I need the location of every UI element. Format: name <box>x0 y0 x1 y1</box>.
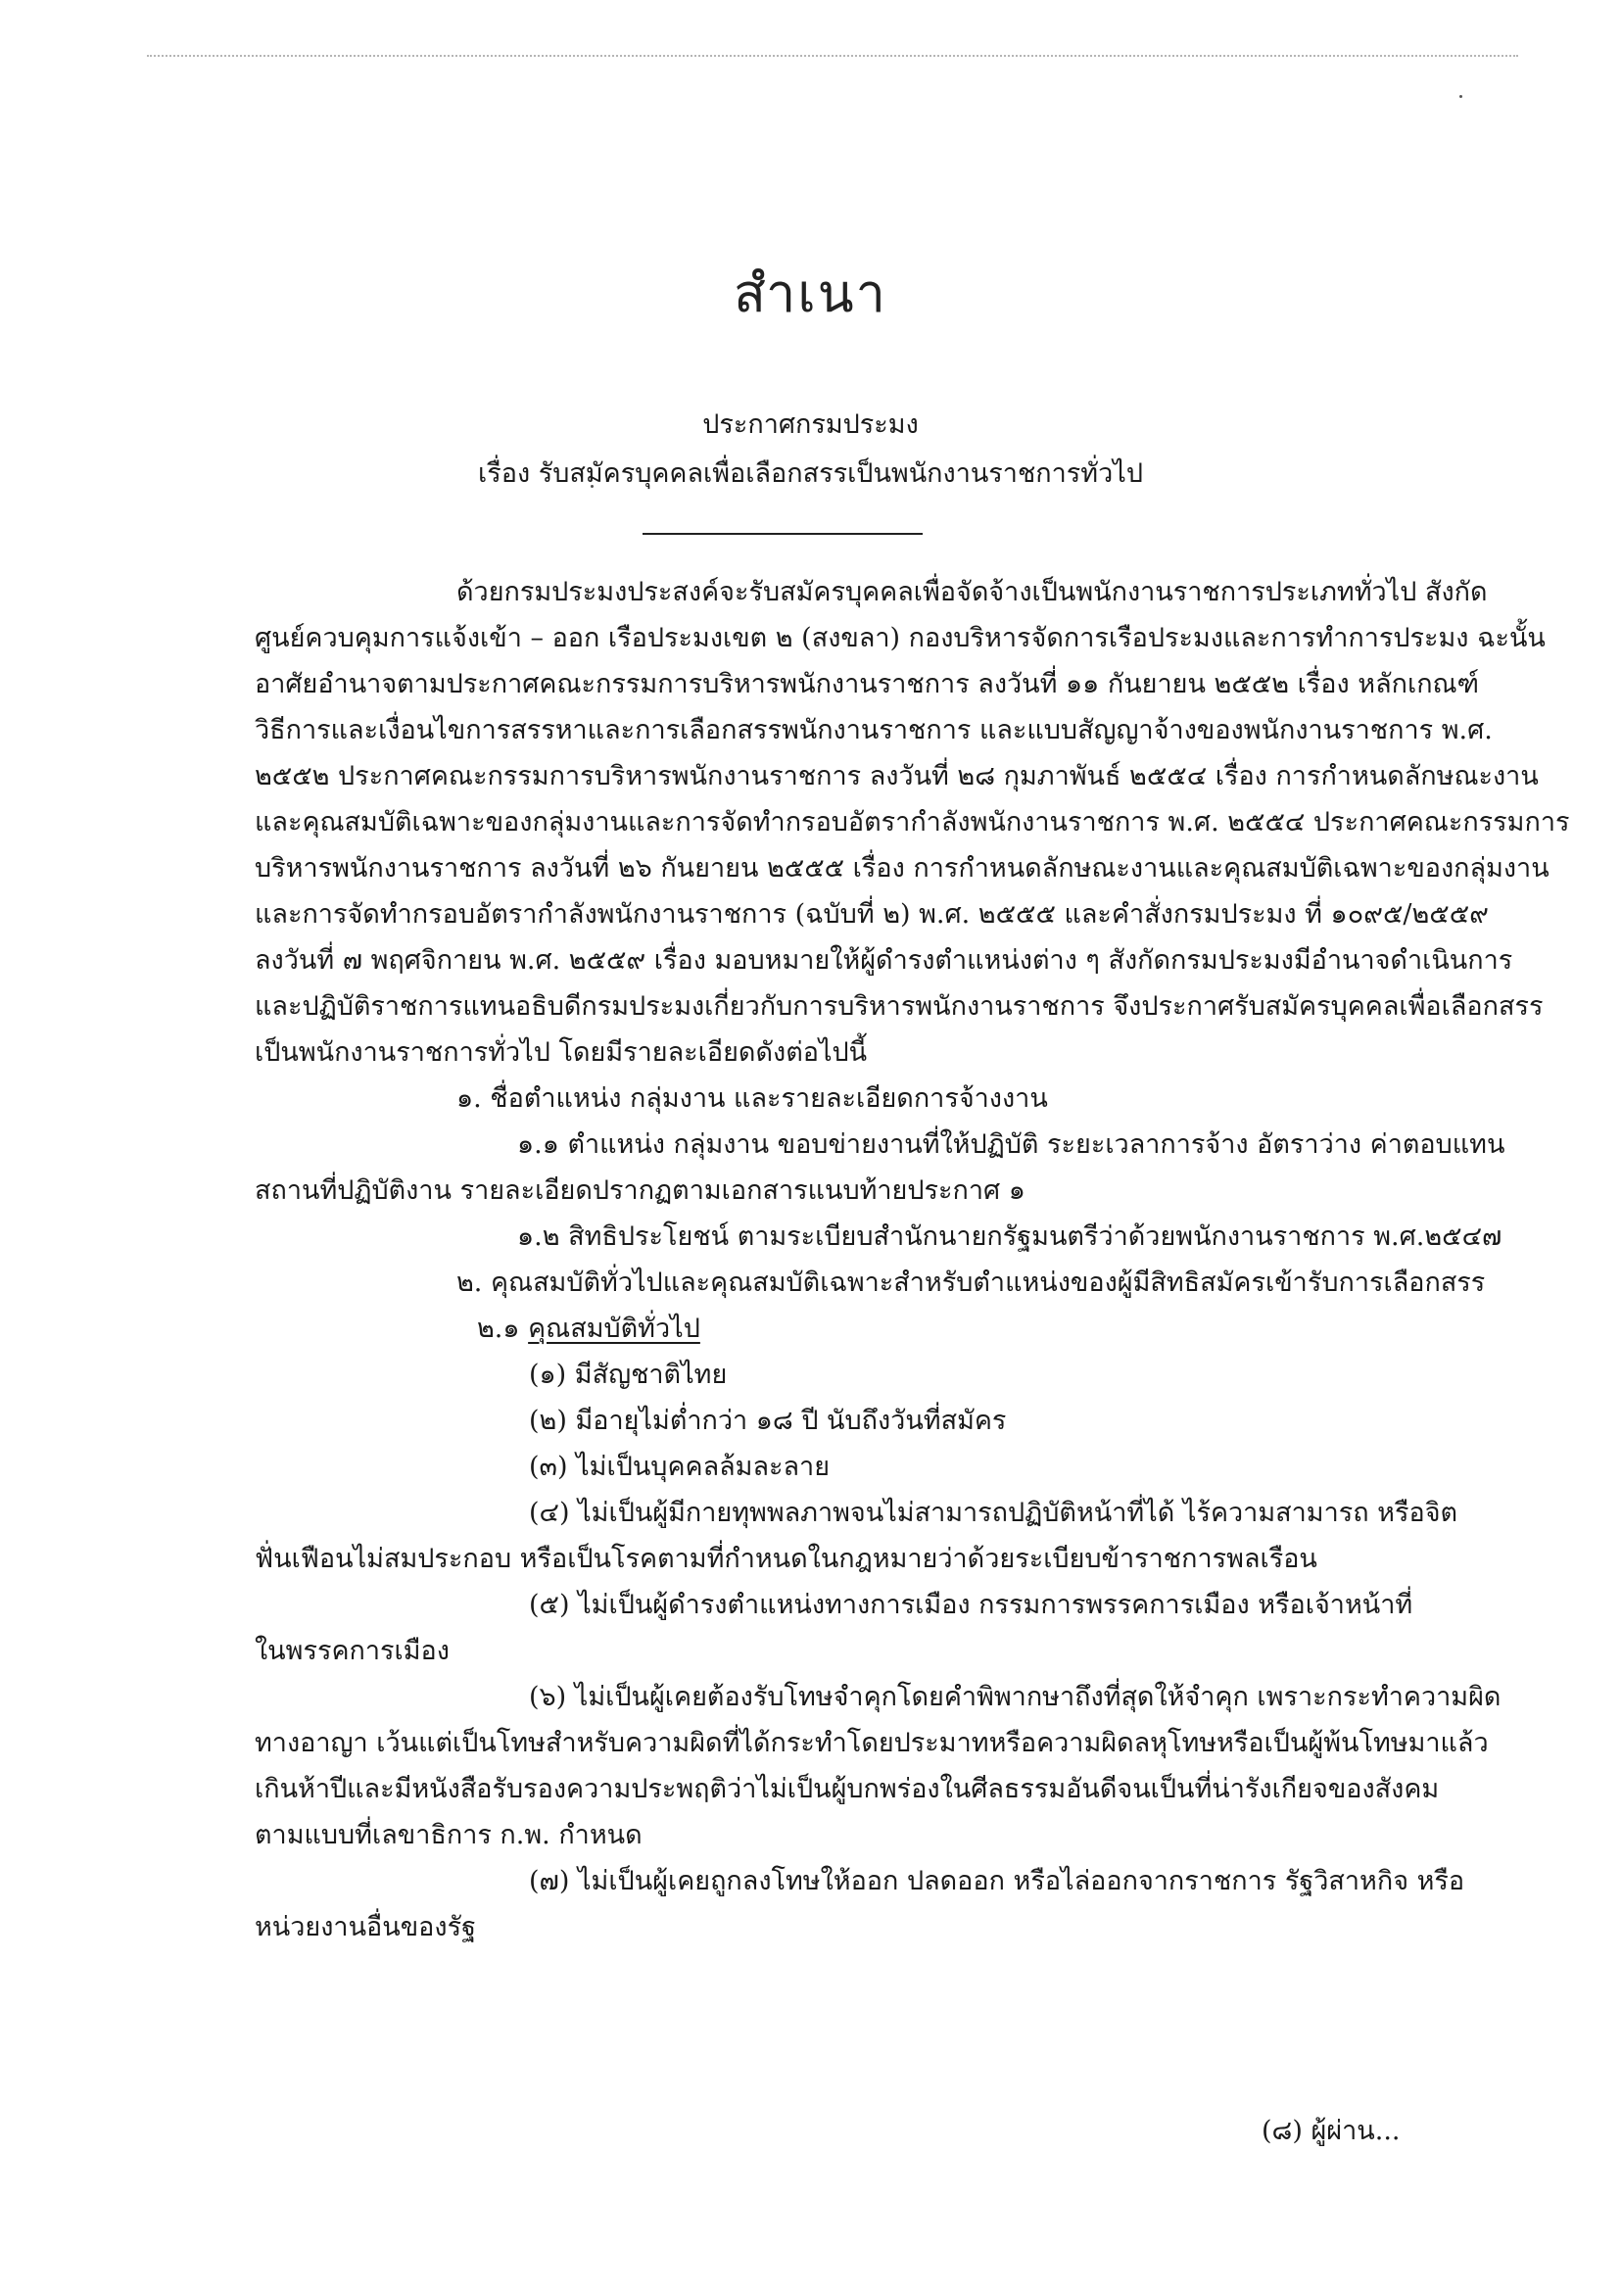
announcement-title: ประกาศกรมประมง <box>702 409 919 440</box>
section-1-1-line: ๑.๑ ตำแหน่ง กลุ่มงาน ขอบข่ายงานที่ให้ปฏิบัติ ระยะเวลาการจ้าง อัตราว่าง ค่าตอบแทน <box>517 1129 1505 1160</box>
intro-line: อาศัยอำนาจตามประกาศคณะกรรมการบริหารพนักงานราชการ ลงวันที่ ๑๑ กันยายน ๒๕๕๒ เรื่อง หลักเกณฑ์ <box>255 669 1480 699</box>
qualification-item: (๒) มีอายุไม่ต่ำกว่า ๑๘ ปี นับถึงวันที่สมัคร <box>529 1406 1007 1436</box>
intro-line: วิธีการและเงื่อนไขการสรรหาและการเลือกสรรพนักงานราชการ และแบบสัญญาจ้างของพนักงานราชการ พ.ศ. <box>255 715 1493 745</box>
copy-label: สำเนา <box>734 263 887 324</box>
qualification-item: (๓) ไม่เป็นบุคคลล้มละลาย <box>529 1452 831 1482</box>
qualification-item: (๖) ไม่เป็นผู้เคยต้องรับโทษจำคุกโดยคำพิพากษาถึงที่สุดให้จำคุก เพราะกระทำความผิด <box>529 1682 1502 1712</box>
qualification-item: (๔) ไม่เป็นผู้มีกายทุพพลภาพจนไม่สามารถปฏิบัติหน้าที่ได้ ไร้ความสามารถ หรือจิต <box>529 1498 1458 1528</box>
intro-line: ศูนย์ควบคุมการแจ้งเข้า – ออก เรือประมงเขต ๒ (สงขลา) กองบริหารจัดการเรือประมงและการทำการประมง ฉะนั้น <box>255 623 1546 653</box>
intro-line: และคุณสมบัติเฉพาะของกลุ่มงานและการจัดทำกรอบอัตรากำลังพนักงานราชการ พ.ศ. ๒๕๕๔ ประกาศคณะกรรมการ <box>255 807 1570 837</box>
qualification-item-cont: ทางอาญา เว้นแต่เป็นโทษสำหรับความผิดที่ได้กระทำโดยประมาทหรือความผิดลหุโทษหรือเป็นผู้พ้นโทษมาแล้ว <box>255 1728 1489 1758</box>
qualification-item-cont: หน่วยงานอื่นของรัฐ <box>255 1912 476 1942</box>
section-1-2: ๑.๒ สิทธิประโยชน์ ตามระเบียบสำนักนายกรัฐมนตรีว่าด้วยพนักงานราชการ พ.ศ.๒๕๔๗ <box>517 1221 1502 1252</box>
intro-line: และการจัดทำกรอบอัตรากำลังพนักงานราชการ (ฉบับที่ ๒) พ.ศ. ๒๕๕๕ และคำสั่งกรมประมง ที่ ๑๐๙๕/๒๕๕๙ <box>255 899 1489 930</box>
section-2-title: ๒. คุณสมบัติทั่วไปและคุณสมบัติเฉพาะสำหรับตำแหน่งของผู้มีสิทธิสมัครเข้ารับการเลือกสรร <box>456 1268 1486 1298</box>
scan-speck <box>1459 95 1462 98</box>
intro-line: ด้วยกรมประมงประสงค์จะรับสมัครบุคคลเพื่อจัดจ้างเป็นพนักงานราชการประเภททั่วไป สังกัด <box>456 577 1488 607</box>
qualification-item-cont: เกินห้าปีและมีหนังสือรับรองความประพฤติว่าไม่เป็นผู้บกพร่องในศีลธรรมอันดีจนเป็นที่น่ารังเกียจของสังคม <box>255 1774 1440 1804</box>
section-2-1-heading <box>477 1307 700 1352</box>
heading-divider <box>643 533 923 535</box>
section-1-1-line: สถานที่ปฏิบัติงาน รายละเอียดปรากฏตามเอกสารแนบท้ายประกาศ ๑ <box>255 1175 1025 1206</box>
scan-edge-dots <box>147 55 1518 57</box>
continuation-marker: (๘) ผู้ผ่าน... <box>1262 2116 1401 2146</box>
section-2-1-title: คุณสมบัติทั่วไป <box>528 1314 700 1344</box>
section-1-title: ๑. ชื่อตำแหน่ง กลุ่มงาน และรายละเอียดการจ้างงาน <box>456 1083 1048 1114</box>
qualification-item: (๕) ไม่เป็นผู้ดำรงตำแหน่งทางการเมือง กรรมการพรรคการเมือง หรือเจ้าหน้าที่ <box>529 1590 1413 1620</box>
section-2-1-number: ๒.๑ <box>477 1314 520 1344</box>
intro-line: เป็นพนักงานราชการทั่วไป โดยมีรายละเอียดดังต่อไปนี้ <box>255 1037 868 1068</box>
intro-line: ๒๕๕๒ ประกาศคณะกรรมการบริหารพนักงานราชการ ลงวันที่ ๒๘ กุมภาพันธ์ ๒๕๕๔ เรื่อง การกำหนดลักษณะงาน <box>255 761 1539 791</box>
qualification-item-cont: ตามแบบที่เลขาธิการ ก.พ. กำหนด <box>255 1820 643 1850</box>
intro-line: บริหารพนักงานราชการ ลงวันที่ ๒๖ กันยายน ๒๕๕๕ เรื่อง การกำหนดลักษณะงานและคุณสมบัติเฉพาะของกลุ่มงาน <box>255 853 1549 884</box>
announcement-subject: เรื่อง รับสมัครบุคคลเพื่อเลือกสรรเป็นพนักงานราชการทั่วไป <box>478 458 1143 489</box>
qualification-item-cont: ฟั่นเฟือนไม่สมประกอบ หรือเป็นโรคตามที่กำหนดในกฎหมายว่าด้วยระเบียบข้าราชการพลเรือน <box>255 1544 1317 1574</box>
qualification-item: (๑) มีสัญชาติไทย <box>529 1360 728 1390</box>
intro-line: และปฏิบัติราชการแทนอธิบดีกรมประมงเกี่ยวกับการบริหารพนักงานราชการ จึงประกาศรับสมัครบุคคลเพื่อเลือกสรร <box>255 991 1544 1022</box>
qualification-item-cont: ในพรรคการเมือง <box>255 1636 450 1666</box>
qualification-item: (๗) ไม่เป็นผู้เคยถูกลงโทษให้ออก ปลดออก หรือไล่ออกจากราชการ รัฐวิสาหกิจ หรือ <box>529 1866 1465 1896</box>
intro-line: ลงวันที่ ๗ พฤศจิกายน พ.ศ. ๒๕๕๙ เรื่อง มอบหมายให้ผู้ดำรงตำแหน่งต่าง ๆ สังกัดกรมประมงมีอำนาจดำเนินการ <box>255 945 1513 976</box>
